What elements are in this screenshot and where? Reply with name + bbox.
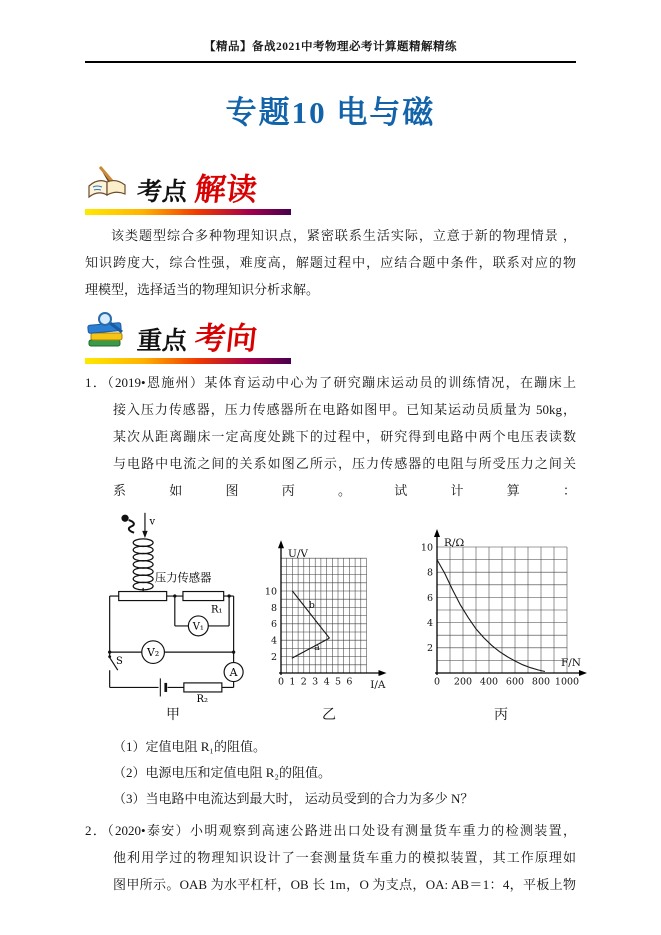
question-line-spread: 系 如 图 丙 。 试 计 算 ： bbox=[113, 483, 576, 498]
svg-text:1: 1 bbox=[289, 676, 296, 688]
section-label-red: 解读 bbox=[193, 172, 259, 207]
question-2 bbox=[85, 817, 576, 898]
svg-text:0: 0 bbox=[433, 676, 441, 688]
svg-text:2: 2 bbox=[426, 643, 433, 655]
subquestions bbox=[85, 734, 576, 812]
svg-text:600: 600 bbox=[505, 676, 525, 688]
svg-text:b: b bbox=[308, 600, 315, 612]
svg-text:U/V: U/V bbox=[288, 548, 308, 561]
figure-bing bbox=[409, 521, 593, 724]
figure-caption: 乙 bbox=[322, 708, 336, 723]
running-header: 【精品】备战2021中考物理必考计算题精解精练 bbox=[85, 38, 576, 63]
svg-text:10: 10 bbox=[264, 586, 277, 598]
question-line: 1．（2019•恩施州）某体育运动中心为了研究蹦床运动员的训练情况，在蹦床上 bbox=[85, 375, 576, 390]
switch-label: S bbox=[116, 655, 123, 667]
sensor-label: 压力传感器 bbox=[154, 571, 212, 585]
svg-text:6: 6 bbox=[270, 619, 277, 631]
section-label-black: 考点 bbox=[136, 179, 188, 206]
gradient-underline bbox=[85, 209, 291, 215]
svg-text:2: 2 bbox=[300, 676, 307, 688]
subquestion: （1）定值电阻 R₁的阻值。 bbox=[113, 739, 266, 754]
r1-label: R₁ bbox=[211, 604, 223, 616]
svg-text:A: A bbox=[229, 666, 238, 680]
svg-text:10: 10 bbox=[420, 542, 433, 554]
resistor-r2 bbox=[184, 683, 222, 692]
svg-text:V₁: V₁ bbox=[192, 621, 204, 633]
svg-text:4: 4 bbox=[426, 618, 433, 629]
section-exam-points bbox=[85, 164, 297, 215]
intro-line: 理模型，选择适当的物理知识分析求解。 bbox=[85, 282, 320, 297]
svg-text:a: a bbox=[314, 642, 320, 654]
page-title: 专题10 电与磁 bbox=[225, 95, 436, 130]
section-label-red: 考向 bbox=[193, 321, 259, 356]
svg-text:200: 200 bbox=[453, 676, 473, 688]
question-line: 某次从距离蹦床一定高度处跳下的过程中，研究得到电路中两个电压表读数 bbox=[113, 429, 576, 444]
velocity-label: v bbox=[149, 516, 156, 528]
intro-line: 该类题型综合多种物理知识点，紧密联系生活实际，立意于新的物理情景 ， bbox=[111, 228, 576, 243]
question-line: 与电路中电流之间的关系如图乙所示，压力传感器的电阻与所受压力之间关 bbox=[113, 456, 576, 471]
books-magnifier-icon bbox=[85, 311, 131, 354]
figure-caption: 甲 bbox=[166, 708, 180, 723]
svg-text:R/Ω: R/Ω bbox=[444, 537, 465, 549]
open-book-pen-icon bbox=[85, 164, 131, 205]
figure-caption: 丙 bbox=[494, 708, 508, 723]
svg-text:0: 0 bbox=[277, 676, 285, 688]
question-line: 接入压力传感器，压力传感器所在电路如图甲。已知某运动员质量为 50kg， bbox=[113, 402, 576, 417]
intro-paragraph bbox=[85, 222, 576, 303]
svg-text:4: 4 bbox=[323, 676, 330, 688]
svg-text:8: 8 bbox=[270, 602, 277, 614]
section-label-black: 重点 bbox=[136, 328, 188, 355]
figure-yi bbox=[259, 531, 399, 724]
svg-text:F/N: F/N bbox=[560, 657, 581, 669]
svg-text:3: 3 bbox=[312, 676, 319, 688]
subquestion: （3）当电路中电流达到最大时， 运动员受到的合力为多少 N？ bbox=[113, 791, 474, 806]
svg-text:800: 800 bbox=[531, 676, 551, 688]
rf-graph bbox=[409, 521, 593, 702]
svg-text:I/A: I/A bbox=[370, 679, 386, 691]
resistor-r1 bbox=[183, 592, 224, 601]
circuit-diagram bbox=[97, 510, 249, 702]
svg-text:6: 6 bbox=[346, 676, 353, 688]
intro-line: 知识跨度大，综合性强，难度高，解题过程中，应结合题中条件，联系对应的物 bbox=[85, 255, 576, 270]
svg-text:1000: 1000 bbox=[554, 676, 580, 688]
r2-label: R₂ bbox=[196, 693, 208, 702]
question-1 bbox=[85, 369, 576, 504]
question-line: 他利用学过的物理知识设计了一套测量货车重力的模拟装置，其工作原理如 bbox=[113, 850, 576, 865]
question-line: 图甲所示。OAB 为水平杠杆，OB 长 1m，O 为支点，OA: AB＝1：4，平板上物 bbox=[113, 877, 576, 892]
svg-text:V₂: V₂ bbox=[147, 646, 160, 660]
figure-jia bbox=[97, 510, 249, 724]
gradient-underline bbox=[85, 358, 291, 364]
svg-text:5: 5 bbox=[334, 676, 342, 688]
svg-text:6: 6 bbox=[426, 592, 433, 604]
svg-text:2: 2 bbox=[270, 652, 277, 663]
svg-text:8: 8 bbox=[426, 567, 433, 579]
section-key-focus bbox=[85, 311, 297, 364]
question-line: 2．（2020•泰安）小明观察到高速公路进出口处设有测量货车重力的检测装置， bbox=[85, 823, 576, 838]
figure-row bbox=[97, 510, 581, 724]
pressure-sensor-resistor bbox=[119, 592, 167, 601]
svg-text:400: 400 bbox=[479, 676, 499, 688]
subquestion: （2）电源电压和定值电阻 R₂的阻值。 bbox=[113, 765, 331, 780]
svg-text:4: 4 bbox=[270, 635, 277, 647]
ui-graph bbox=[259, 531, 399, 702]
